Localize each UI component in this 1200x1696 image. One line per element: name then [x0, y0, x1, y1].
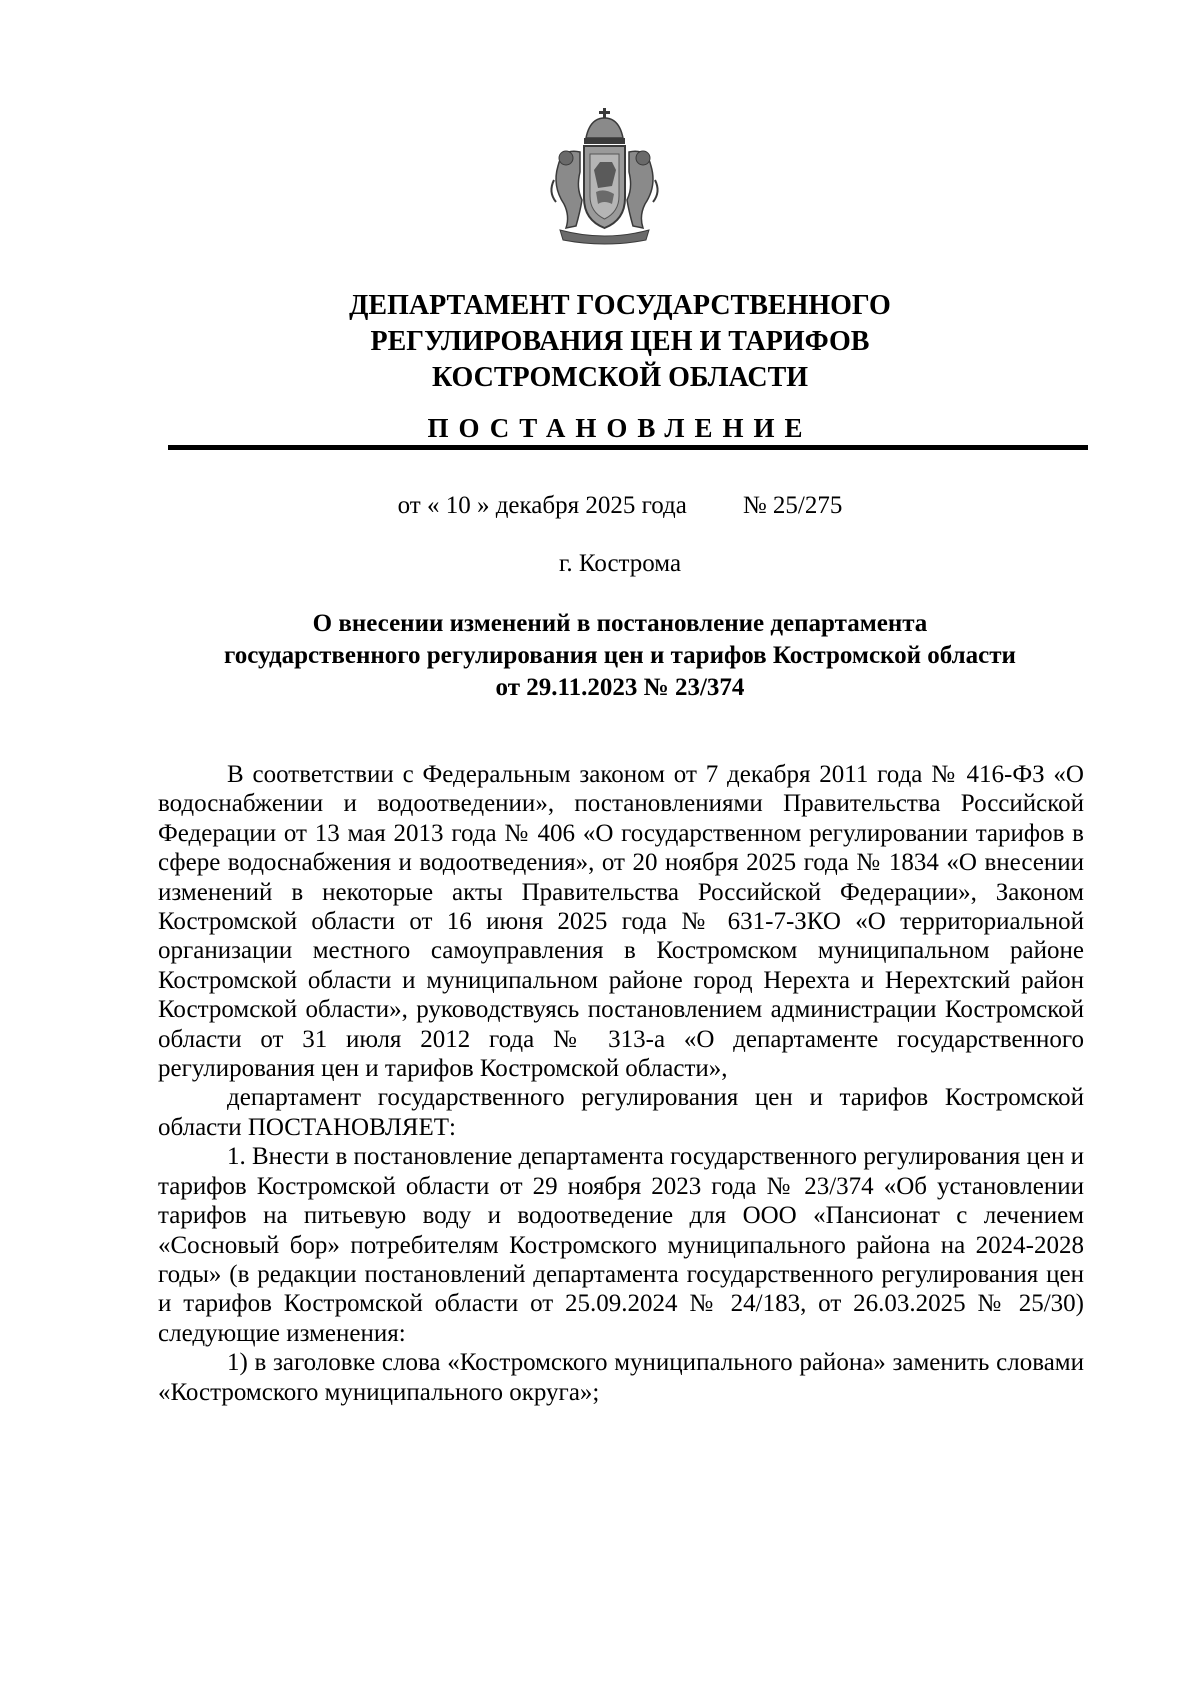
- title-line-1: О внесении изменений в постановление департамента: [312, 610, 928, 637]
- title-line-3: от 29.11.2023 № 23/374: [495, 674, 745, 701]
- header-divider: [168, 445, 1088, 450]
- paragraph-preamble: В соответствии с Федеральным законом от 7 декабря 2011 года № 416-ФЗ «О водоснабжении и водоотведении», постановлениями Правительства Российской Федерации от 13 мая 2013 года № 406 «О государственном регулировании тарифов в сфере водоснабжения и водоотведения», от 20 ноября 2025 года № 1834 «О внесении изменений в некоторые акты Правительства Российской Федерации», Законом Костромской области от 16 июня 2025 года № 631-7-ЗКО «О территориальной организации местного самоуправления в Костромском муниципальном районе Костромской области и муниципальном районе город Нерехта и Нерехтский район Костромской области», руководствуясь постановлением администрации Костромской области от 31 июля 2012 года № 313-а «О департаменте государственного регулирования цен и тарифов Костромской области»,: [158, 761, 1084, 1083]
- date-number-line: [150, 490, 1090, 522]
- title-line-2: государственного регулирования цен и тарифов Костромской области: [224, 642, 1016, 669]
- department-line-1: ДЕПАРТАМЕНТ ГОСУДАРСТВЕННОГО: [349, 290, 891, 321]
- document-city: г. Кострома: [558, 550, 682, 577]
- document-body: [158, 760, 1084, 1407]
- department-name: [150, 288, 1090, 396]
- document-number: № 25/275: [742, 492, 843, 519]
- document-title: [150, 608, 1090, 704]
- paragraph-resolves: департамент государственного регулирования цен и тарифов Костромской области ПОСТАНОВЛЯЕТ:: [158, 1084, 1084, 1141]
- document-type: ПОСТАНОВЛЕНИЕ: [427, 413, 813, 443]
- department-line-2: РЕГУЛИРОВАНИЯ ЦЕН И ТАРИФОВ: [370, 326, 870, 357]
- paragraph-item-1: 1. Внести в постановление департамента государственного регулирования цен и тарифов Костромской области от 29 ноября 2023 года № 23/374 «Об установлении тарифов на питьевую воду и водоотведение для ООО «Пансионат с лечением «Сосновый бор» потребителям Костромского муниципального района на 2024-2028 годы» (в редакции постановлений департамента государственного регулирования цен и тарифов Костромской области от 25.09.2024 № 24/183, от 26.03.2025 № 25/30) следующие изменения:: [158, 1143, 1084, 1347]
- department-line-3: КОСТРОМСКОЙ ОБЛАСТИ: [431, 362, 809, 393]
- coat-of-arms-icon: [540, 108, 690, 248]
- document-date: от « 10 » декабря 2025 года: [397, 492, 687, 519]
- paragraph-subitem-1: 1) в заголовке слова «Костромского муниципального района» заменить словами «Костромского муниципального округа»;: [158, 1349, 1084, 1406]
